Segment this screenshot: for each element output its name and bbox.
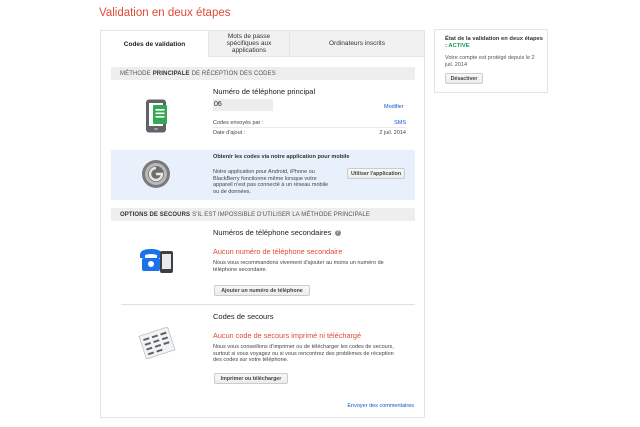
date-added-label: Date d'ajout : [213, 130, 246, 136]
date-added-value: 2 juil. 2014 [379, 130, 406, 136]
send-feedback-link[interactable]: Envoyer des commentaires [347, 403, 414, 409]
google-authenticator-icon [141, 159, 171, 189]
tab-bar [101, 31, 424, 57]
smartphone-icon [145, 99, 169, 133]
app-description: Notre application pour Android, iPhone ou BlackBerry fonctionne même lorsque votre appareil n'est pas connecté à un réseau mobile ou de données. [213, 169, 329, 195]
primary-header-bold: PRINCIPALE [152, 70, 190, 77]
section-divider [121, 304, 415, 305]
deactivate-button[interactable]: Désactiver [445, 73, 483, 84]
phone-icon [138, 243, 176, 275]
modify-link[interactable]: Modifier [384, 104, 404, 110]
protected-since-text: Votre compte est protégé depuis le 2 juil. 2014 [445, 55, 535, 68]
add-phone-button[interactable]: Ajouter un numéro de téléphone [214, 285, 310, 296]
tab-ordinateurs-inscrits[interactable]: Ordinateurs inscrits [289, 31, 424, 57]
no-backup-codes-status: Aucun code de secours imprimé ni téléchargé [213, 331, 362, 340]
backup-codes-icon [136, 327, 178, 359]
secondary-phones-title-text: Numéros de téléphone secondaires [213, 228, 332, 237]
status-side-panel [434, 29, 548, 93]
secondary-phones-title [213, 228, 341, 237]
tab-mots-de-passe-applications[interactable]: Mots de passe spécifiques aux applications [208, 31, 289, 57]
use-app-button[interactable]: Utiliser l'application [347, 168, 405, 179]
validation-status-label: État de la validation en deux étapes : [445, 36, 543, 49]
main-panel [100, 30, 425, 418]
page-title: Validation en deux étapes [99, 7, 231, 19]
codes-sent-by-value[interactable]: SMS [394, 120, 406, 126]
help-icon[interactable]: ? [336, 230, 339, 236]
codes-sent-by-row [213, 119, 406, 128]
backup-header-bold: OPTIONS DE SECOURS [120, 211, 191, 218]
app-title: Obtenir les codes via notre application pour mobile [213, 154, 350, 160]
primary-header-pre: MÉTHODE [120, 70, 151, 77]
backup-header-post: S'IL EST IMPOSSIBLE D'UTILISER LA MÉTHODE PRINCIPALE [192, 211, 370, 218]
no-secondary-phone-status: Aucun numéro de téléphone secondaire [213, 247, 343, 256]
primary-method-header [111, 67, 415, 80]
codes-sent-by-label: Codes envoyés par : [213, 120, 264, 126]
primary-phone-number: 06 [213, 99, 273, 111]
tab-codes-de-validation[interactable]: Codes de validation [101, 31, 208, 57]
date-added-row [213, 129, 406, 138]
backup-codes-title: Codes de secours [213, 312, 274, 321]
primary-header-post: DE RÉCEPTION DES CODES [191, 70, 276, 77]
validation-status-title [445, 36, 543, 50]
backup-codes-description: Nous vous conseillons d'imprimer ou de télécharger les codes de secours, surtout si vous voyagez ou si vous rencontrez des problèmes de réception des codes sur votre téléphone. [213, 344, 394, 363]
secondary-phone-description: Nous vous recommandons vivement d'ajouter au moins un numéro de téléphone secondaire. [213, 260, 384, 273]
primary-phone-title: Numéro de téléphone principal [213, 87, 316, 96]
validation-status-badge: ACTIVE [448, 43, 470, 49]
print-or-download-button[interactable]: Imprimer ou télécharger [214, 373, 288, 384]
backup-options-header [111, 208, 415, 221]
